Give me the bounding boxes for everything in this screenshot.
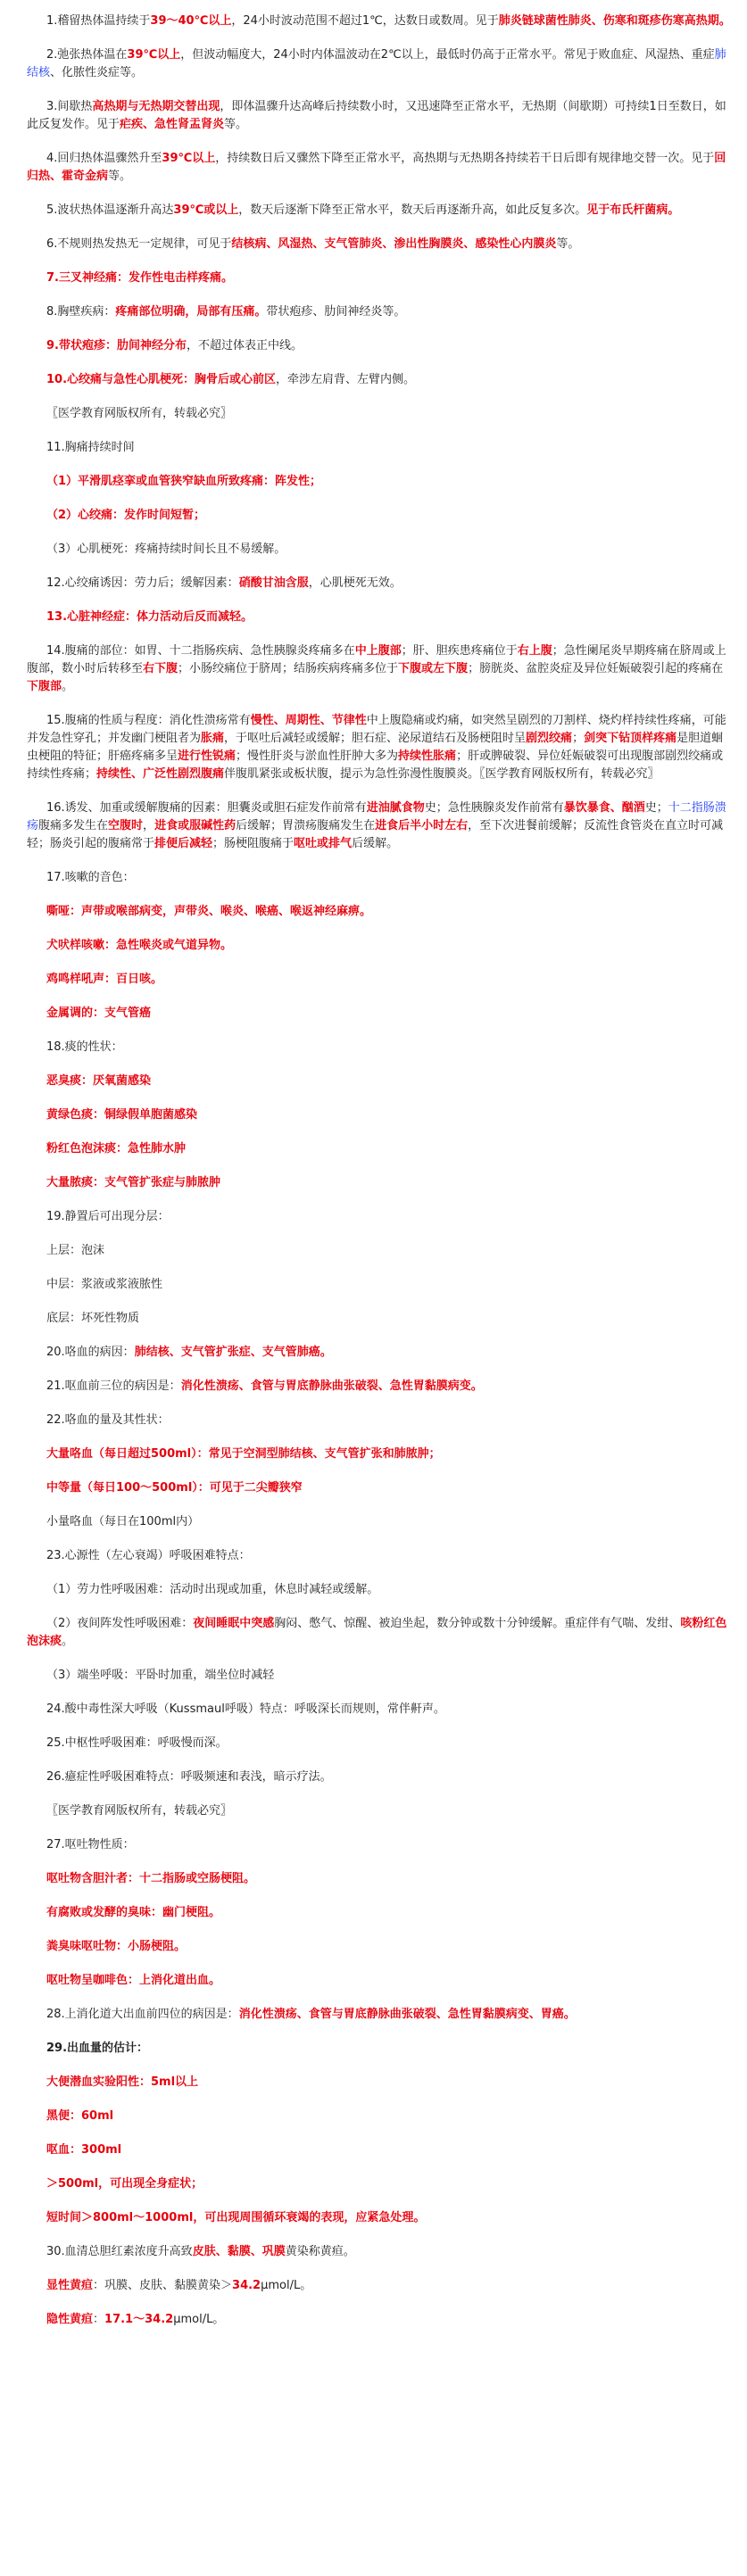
paragraph-22 bbox=[27, 903, 731, 921]
body-text: 8.胸壁疾病： bbox=[46, 305, 116, 319]
highlighted-text: 胀痛 bbox=[201, 732, 225, 745]
paragraph-41 bbox=[27, 1547, 731, 1565]
highlighted-text: （1）平滑肌痉挛或血管狭窄缺血所致疼痛：阵发性； bbox=[46, 475, 322, 488]
paragraph-38 bbox=[27, 1445, 731, 1463]
paragraph-19 bbox=[27, 712, 731, 783]
highlighted-text: 呕吐物含胆汁者：十二指肠或空肠梗阻。 bbox=[46, 1872, 256, 1885]
paragraph-31 bbox=[27, 1208, 731, 1226]
body-text: ，牵涉左肩背、左臂内侧。 bbox=[276, 373, 416, 386]
paragraph-18 bbox=[27, 642, 731, 696]
body-text: 。 bbox=[62, 1635, 74, 1648]
highlighted-text: 咳粉红色泡沫痰 bbox=[27, 1617, 727, 1648]
highlighted-text: 剧烈绞痛 bbox=[526, 732, 573, 745]
highlighted-text: 暴饮暴食、酗酒 bbox=[563, 801, 645, 815]
body-text: ；肠梗阻腹痛于 bbox=[212, 837, 295, 850]
body-text: 带状疱疹、肋间神经炎等。 bbox=[266, 305, 406, 319]
highlighted-text: 恶臭痰：厌氧菌感染 bbox=[46, 1074, 152, 1088]
highlighted-text: 空腹时 bbox=[108, 819, 144, 832]
body-text: 上层：泡沫 bbox=[46, 1244, 105, 1257]
body-text: 是胆道蛔虫梗阻的特征；肝癌疼痛多呈 bbox=[27, 732, 724, 763]
paragraph-39 bbox=[27, 1479, 731, 1497]
body-text: 小量咯血（每日在100ml内） bbox=[46, 1515, 200, 1528]
body-text: 27.呕吐物性质： bbox=[46, 1838, 135, 1851]
body-text: 腹痛多发生在 bbox=[38, 819, 109, 832]
body-text: 3.间歇热 bbox=[46, 100, 93, 113]
paragraph-52 bbox=[27, 1938, 731, 1956]
body-text: 24.酸中毒性深大呼吸（Kussmaul呼吸）特点：呼吸深长而规则，常伴鼾声。 bbox=[46, 1702, 445, 1716]
highlighted-text: 消化性溃疡、食管与胃底静脉曲张破裂、急性胃黏膜病变、胃癌。 bbox=[238, 2008, 576, 2021]
body-text: 16.诱发、加重或缓解腹痛的因素：胆囊炎或胆石症发作前常有 bbox=[46, 801, 367, 815]
highlighted-text: 肺结核、支气管扩张症、支气管肺癌。 bbox=[134, 1346, 332, 1359]
highlighted-text: 13.心脏神经症：体力活动后反而减轻。 bbox=[46, 610, 253, 624]
body-text: 、化脓性炎症等。 bbox=[50, 66, 144, 79]
highlighted-text: 粉红色泡沫痰：急性肺水肿 bbox=[46, 1142, 187, 1155]
body-text: （2）夜间阵发性呼吸困难： bbox=[46, 1617, 194, 1630]
paragraph-2 bbox=[27, 46, 731, 82]
paragraph-9 bbox=[27, 337, 731, 355]
highlighted-text: 金属调的：支气管癌 bbox=[46, 1006, 152, 1020]
paragraph-59 bbox=[27, 2175, 731, 2193]
highlighted-text: 肺炎链球菌性肺炎、伤寒和斑疹伤寒高热期。 bbox=[498, 14, 731, 28]
body-text: ，于呕吐后减轻或缓解；胆石症、泌尿道结石及肠梗阻时呈 bbox=[224, 732, 527, 745]
highlighted-text: 大量脓痰：支气管扩张症与肺脓肿 bbox=[46, 1176, 221, 1189]
paragraph-51 bbox=[27, 1904, 731, 1922]
highlighted-text: 黄绿色痰：铜绿假单胞菌感染 bbox=[46, 1108, 198, 1122]
body-text: 胸闷、憋气、惊醒、被迫坐起，数分钟或数十分钟缓解。重症伴有气喘、发绀、 bbox=[274, 1617, 681, 1630]
paragraph-53 bbox=[27, 1972, 731, 1990]
body-text: 后缓解；胃溃疡腹痛发生在 bbox=[236, 819, 376, 832]
paragraph-55 bbox=[27, 2040, 731, 2058]
body-text: ；肝或脾破裂、异位妊娠破裂可出现腹部剧烈绞痛或持续性疼痛； bbox=[27, 750, 724, 781]
paragraph-7 bbox=[27, 269, 731, 287]
body-text: 25.中枢性呼吸困难：呼吸慢而深。 bbox=[46, 1736, 228, 1750]
highlighted-text: 排便后减轻 bbox=[154, 837, 213, 850]
highlighted-text: 夜间睡眠中突感 bbox=[193, 1617, 275, 1630]
paragraph-47 bbox=[27, 1768, 731, 1786]
term-link[interactable]: 肺结核 bbox=[27, 48, 726, 79]
paragraph-28 bbox=[27, 1106, 731, 1124]
paragraph-36 bbox=[27, 1378, 731, 1396]
paragraph-32 bbox=[27, 1242, 731, 1260]
highlighted-text: 29.出血量的估计： bbox=[46, 2042, 149, 2055]
highlighted-text: 39～40℃以上 bbox=[150, 14, 232, 28]
body-text: 12.心绞痛诱因：劳力后；缓解因素： bbox=[46, 576, 239, 590]
paragraph-21 bbox=[27, 869, 731, 887]
paragraph-58 bbox=[27, 2141, 731, 2159]
body-text: 18.痰的性状： bbox=[46, 1040, 123, 1054]
paragraph-44 bbox=[27, 1667, 731, 1685]
highlighted-text: 嘶哑：声带或喉部病变，声带炎、喉炎、喉癌、喉返神经麻痹。 bbox=[46, 905, 372, 918]
highlighted-text: 10.心绞痛与急性心肌梗死：胸骨后或心前区 bbox=[46, 373, 277, 386]
body-text: 20.咯血的病因： bbox=[46, 1346, 135, 1359]
highlighted-text: 7.三叉神经痛：发作性电击样疼痛。 bbox=[46, 271, 233, 285]
paragraph-10 bbox=[27, 371, 731, 389]
body-text: 4.回归热体温骤然升至 bbox=[46, 152, 162, 165]
body-text: 15.腹痛的性质与程度：消化性溃疡常有 bbox=[46, 714, 251, 727]
highlighted-text: 皮肤、黏膜、巩膜 bbox=[192, 2245, 286, 2258]
body-text: 26.癔症性呼吸困难特点：呼吸频速和表浅，暗示疗法。 bbox=[46, 1770, 332, 1784]
body-text: ，至下次进餐前缓解；反流性食管炎在直立时可减轻；肠炎引起的腹痛常于 bbox=[27, 819, 724, 850]
paragraph-27 bbox=[27, 1073, 731, 1090]
paragraph-1 bbox=[27, 12, 731, 30]
body-text: 伴腹肌紧张或板状腹，提示为急性弥漫性腹膜炎。〖医学教育网版权所有，转载必究〗 bbox=[224, 767, 660, 781]
highlighted-text: 进食或服碱性药 bbox=[154, 819, 237, 832]
highlighted-text: 持续性胀痛 bbox=[398, 750, 457, 763]
body-text: 史； bbox=[644, 801, 668, 815]
body-text: 28.上消化道大出血前四位的病因是： bbox=[46, 2008, 239, 2021]
paragraph-4 bbox=[27, 150, 731, 186]
highlighted-text: 进食后半小时左右 bbox=[375, 819, 469, 832]
paragraph-12 bbox=[27, 439, 731, 457]
body-text: 史；急性胰腺炎发作前常有 bbox=[424, 801, 564, 815]
body-text: 后缓解。 bbox=[352, 837, 399, 850]
body-text: 19.静置后可出现分层： bbox=[46, 1210, 170, 1223]
paragraph-17 bbox=[27, 609, 731, 626]
highlighted-text: 疼痛部位明确，局部有压痛。 bbox=[115, 305, 267, 319]
paragraph-25 bbox=[27, 1005, 731, 1023]
highlighted-text: 进行性锐痛 bbox=[178, 750, 237, 763]
body-text: ： bbox=[93, 2313, 105, 2326]
body-text: ，即体温骤升达高峰后持续数小时，又迅速降至正常水平，无热期（间歇期）可持续1日至数日，如此反复发作。见于 bbox=[27, 100, 726, 131]
body-text: ； bbox=[572, 732, 585, 745]
highlighted-text: 39℃以上 bbox=[127, 48, 181, 62]
paragraph-14 bbox=[27, 507, 731, 525]
body-text: 21.呕血前三位的病因是： bbox=[46, 1379, 181, 1393]
body-text: 中上腹隐痛或灼痛，如突然呈剧烈的刀割样、烧灼样持续性疼痛，可能并发急性穿孔；并发幽门梗阻者为 bbox=[27, 714, 726, 745]
body-text: 等。 bbox=[224, 118, 248, 131]
body-text: 14.腹痛的部位：如胃、十二指肠疾病、急性胰腺炎疼痛多在 bbox=[46, 644, 355, 658]
highlighted-text: 39℃或以上 bbox=[173, 203, 239, 217]
highlighted-text: 17.1～34.2 bbox=[104, 2313, 174, 2326]
body-text: 等。 bbox=[556, 237, 580, 251]
body-text: μmol/L。 bbox=[261, 2279, 312, 2292]
body-text: 黄染称黄疸。 bbox=[285, 2245, 355, 2258]
highlighted-text: 疟疾、急性肾盂肾炎 bbox=[120, 118, 225, 131]
body-text: 〖医学教育网版权所有，转载必究〗 bbox=[46, 407, 233, 420]
paragraph-13 bbox=[27, 473, 731, 491]
highlighted-text: 呕血：300ml bbox=[46, 2143, 122, 2157]
body-text: ；小肠绞痛位于脐周；结肠疾病疼痛多位于 bbox=[178, 662, 399, 675]
paragraph-24 bbox=[27, 971, 731, 989]
paragraph-42 bbox=[27, 1581, 731, 1599]
highlighted-text: 下腹或左下腹 bbox=[398, 662, 469, 675]
body-text: 6.不规则热发热无一定规律，可见于 bbox=[46, 237, 232, 251]
highlighted-text: 39℃以上 bbox=[162, 152, 216, 165]
highlighted-text: 大便潜血实验阳性：5ml以上 bbox=[46, 2075, 199, 2089]
body-text: 中层：浆液或浆液脓性 bbox=[46, 1278, 163, 1291]
highlighted-text: （2）心绞痛：发作时间短暂； bbox=[46, 509, 206, 522]
body-text: ，心肌梗死无效。 bbox=[308, 576, 402, 590]
paragraph-62 bbox=[27, 2277, 731, 2295]
body-text: 11.胸痛持续时间 bbox=[46, 441, 135, 454]
highlighted-text: 中等量（每日100～500ml）：可见于二尖瓣狭窄 bbox=[46, 1481, 303, 1495]
paragraph-11 bbox=[27, 405, 731, 423]
paragraph-3 bbox=[27, 98, 731, 134]
paragraph-61 bbox=[27, 2243, 731, 2261]
paragraph-40 bbox=[27, 1513, 731, 1531]
highlighted-text: 持续性、广泛性剧烈腹痛 bbox=[96, 767, 225, 781]
body-text: ；膀胱炎、盆腔炎症及异位妊娠破裂引起的疼痛在 bbox=[468, 662, 724, 675]
highlighted-text: 中上腹部 bbox=[354, 644, 402, 658]
body-text: 30.血清总胆红素浓度升高致 bbox=[46, 2245, 193, 2258]
paragraph-50 bbox=[27, 1870, 731, 1888]
body-text: （3）端坐呼吸：平卧时加重，端坐位时减轻 bbox=[46, 1669, 275, 1682]
highlighted-text: 见于布氏杆菌病。 bbox=[586, 203, 680, 217]
body-text: ，24小时波动范围不超过1℃，达数日或数周。见于 bbox=[231, 14, 499, 28]
paragraph-20 bbox=[27, 799, 731, 853]
paragraph-8 bbox=[27, 303, 731, 321]
body-text: 23.心源性（左心衰竭）呼吸困难特点： bbox=[46, 1549, 251, 1562]
highlighted-text: 呕吐物呈咖啡色：上消化道出血。 bbox=[46, 1974, 221, 1987]
highlighted-text: 犬吠样咳嗽：急性喉炎或气道异物。 bbox=[46, 939, 233, 952]
body-text: ；肝、胆疾患疼痛位于 bbox=[401, 644, 518, 658]
paragraph-30 bbox=[27, 1174, 731, 1192]
paragraph-15 bbox=[27, 541, 731, 559]
paragraph-43 bbox=[27, 1615, 731, 1651]
paragraph-26 bbox=[27, 1039, 731, 1056]
highlighted-text: 隐性黄疸 bbox=[46, 2313, 94, 2326]
highlighted-text: 消化性溃疡、食管与胃底静脉曲张破裂、急性胃黏膜病变。 bbox=[180, 1379, 483, 1393]
body-text: 等。 bbox=[108, 170, 132, 183]
body-text: ，数天后逐渐下降至正常水平，数天后再逐渐升高，如此反复多次。 bbox=[238, 203, 587, 217]
highlighted-text: 34.2 bbox=[232, 2279, 261, 2292]
paragraph-34 bbox=[27, 1310, 731, 1328]
highlighted-text: 有腐败或发酵的臭味：幽门梗阻。 bbox=[46, 1906, 221, 1919]
body-text: 2.弛张热体温在 bbox=[46, 48, 128, 62]
body-text: （3）心肌梗死：疼痛持续时间长且不易缓解。 bbox=[46, 543, 286, 556]
paragraph-48 bbox=[27, 1802, 731, 1820]
paragraph-46 bbox=[27, 1735, 731, 1752]
highlighted-text: 呕吐或排气 bbox=[294, 837, 353, 850]
highlighted-text: 结核病、风湿热、支气管肺炎、渗出性胸膜炎、感染性心内膜炎 bbox=[231, 237, 557, 251]
paragraph-29 bbox=[27, 1140, 731, 1158]
paragraph-56 bbox=[27, 2074, 731, 2091]
body-text: ，但波动幅度大，24小时内体温波动在2℃以上，最低时仍高于正常水平。常见于败血症、风湿热、重症 bbox=[180, 48, 715, 62]
paragraph-49 bbox=[27, 1836, 731, 1854]
highlighted-text: ＞500ml，可出现全身症状； bbox=[46, 2177, 203, 2191]
highlighted-text: 硝酸甘油含服 bbox=[238, 576, 309, 590]
highlighted-text: 回归热、霍奇金病 bbox=[27, 152, 726, 183]
paragraph-5 bbox=[27, 202, 731, 219]
body-text: 。 bbox=[62, 680, 74, 693]
paragraph-23 bbox=[27, 937, 731, 955]
highlighted-text: 下腹部 bbox=[27, 680, 62, 693]
highlighted-text: 鸡鸣样吼声：百日咳。 bbox=[46, 973, 163, 986]
paragraph-60 bbox=[27, 2209, 731, 2227]
paragraph-35 bbox=[27, 1344, 731, 1362]
paragraph-16 bbox=[27, 575, 731, 592]
body-text: （1）劳力性呼吸困难：活动时出现或加重，休息时减轻或缓解。 bbox=[46, 1583, 379, 1596]
body-text: ，持续数日后又骤然下降至正常水平，高热期与无热期各持续若干日后即有规律地交替一次。见于 bbox=[215, 152, 715, 165]
highlighted-text: 右上腹 bbox=[517, 644, 552, 658]
paragraph-45 bbox=[27, 1701, 731, 1719]
highlighted-text: 进油腻食物 bbox=[366, 801, 425, 815]
highlighted-text: 9.带状疱疹：肋间神经分布 bbox=[46, 339, 187, 352]
highlighted-text: 显性黄疸 bbox=[46, 2279, 94, 2292]
highlighted-text: 剑突下钻顶样疼痛 bbox=[584, 732, 677, 745]
body-text: ；急性阑尾炎早期疼痛在脐周或上腹部，数小时后转移至 bbox=[27, 644, 726, 675]
paragraph-54 bbox=[27, 2006, 731, 2024]
body-text: 22.咯血的量及其性状： bbox=[46, 1413, 170, 1427]
highlighted-text: 粪臭味呕吐物：小肠梗阻。 bbox=[46, 1940, 187, 1953]
body-text: 1.稽留热体温持续于 bbox=[46, 14, 151, 28]
highlighted-text: 大量咯血（每日超过500ml）：常见于空洞型肺结核、支气管扩张和肺脓肿； bbox=[46, 1447, 441, 1461]
highlighted-text: 短时间＞800ml～1000ml，可出现周围循环衰竭的表现，应紧急处理。 bbox=[46, 2211, 426, 2224]
paragraph-37 bbox=[27, 1412, 731, 1429]
body-text: ；慢性肝炎与淤血性肝肿大多为 bbox=[236, 750, 399, 763]
term-link[interactable]: 十二指肠溃疡 bbox=[27, 801, 726, 832]
highlighted-text: 高热期与无热期交替出现 bbox=[92, 100, 220, 113]
body-text: 5.波状热体温逐渐升高达 bbox=[46, 203, 174, 217]
body-text: 〖医学教育网版权所有，转载必究〗 bbox=[46, 1804, 233, 1818]
paragraph-33 bbox=[27, 1276, 731, 1294]
highlighted-text: 右下腹 bbox=[143, 662, 178, 675]
paragraph-63 bbox=[27, 2311, 731, 2329]
highlighted-text: 慢性、周期性、节律性 bbox=[250, 714, 367, 727]
paragraph-6 bbox=[27, 236, 731, 253]
highlighted-text: 黑便：60ml bbox=[46, 2109, 114, 2123]
body-text: ，不超过体表正中线。 bbox=[186, 339, 303, 352]
body-text: 底层：坏死性物质 bbox=[46, 1312, 140, 1325]
body-text: ：巩膜、皮肤、黏膜黄染＞ bbox=[93, 2279, 233, 2292]
body-text: ， bbox=[143, 819, 155, 832]
body-text: μmol/L。 bbox=[173, 2313, 225, 2326]
paragraph-57 bbox=[27, 2108, 731, 2125]
body-text: 17.咳嗽的音色： bbox=[46, 871, 135, 884]
